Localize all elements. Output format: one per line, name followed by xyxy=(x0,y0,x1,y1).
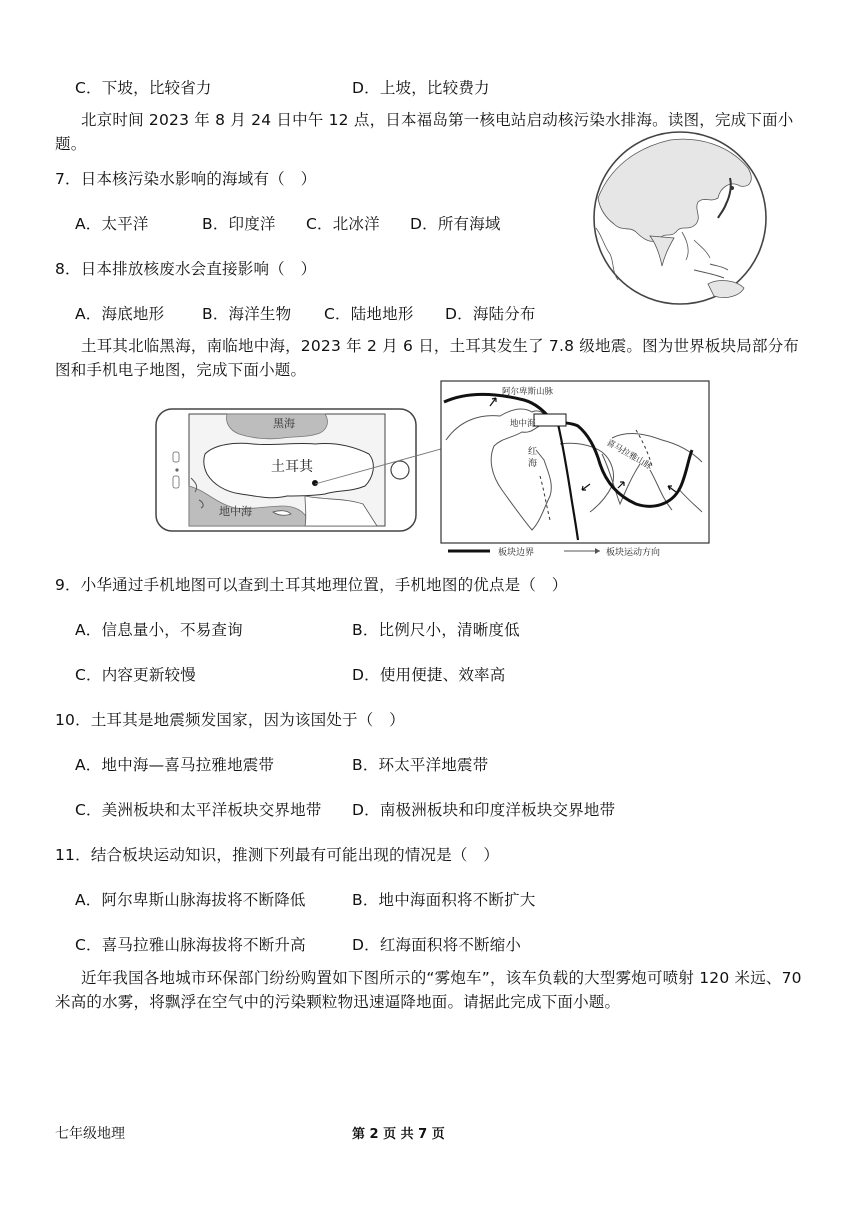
phone-label-black-sea: 黑海 xyxy=(273,417,295,430)
q9-option-b: B．比例尺小，清晰度低 xyxy=(352,621,520,639)
legend-boundary-label: 板块边界 xyxy=(498,548,535,558)
q7-option-c: C．北冰洋 xyxy=(306,215,380,233)
q7-stem: 7．日本核污染水影响的海域有（ ） xyxy=(55,170,317,188)
q10-option-c: C．美洲板块和太平洋板块交界地带 xyxy=(75,801,322,819)
phone-label-mediterranean: 地中海 xyxy=(219,505,252,518)
q8-option-b: B．海洋生物 xyxy=(202,305,292,323)
plate-label-red-1: 红 xyxy=(528,447,538,457)
q8-option-a: A．海底地形 xyxy=(75,305,165,323)
q9-option-d: D．使用便捷、效率高 xyxy=(352,666,506,684)
q9-option-c: C．内容更新较慢 xyxy=(75,666,196,684)
q10-option-d: D．南极洲板块和印度洋板块交界地带 xyxy=(352,801,616,819)
intro-paragraph-fog-cannon: 近年我国各地城市环保部门纷纷购置如下图所示的“雾炮车”，该车负载的大型雾炮可喷射 120 米远、70 米高的水雾，将飘浮在空气中的污染颗粒物迅速逼降地面。请据此完成下面小题。 xyxy=(55,969,802,1011)
q8-stem: 8．日本排放核废水会直接影响（ ） xyxy=(55,260,317,278)
q10-option-a: A．地中海—喜马拉雅地震带 xyxy=(75,756,275,774)
q11-option-a: A．阿尔卑斯山脉海拔将不断降低 xyxy=(75,891,306,909)
intro-paragraph-nuclear: 北京时间 2023 年 8 月 24 日中午 12 点，日本福岛第一核电站启动核污染水排海。读图，完成下面小题。 xyxy=(55,111,794,153)
footer-page-number: 第 2 页 共 7 页 xyxy=(352,1127,445,1142)
q10-stem: 10．土耳其是地震频发国家，因为该国处于（ ） xyxy=(55,711,405,729)
q8-option-c: C．陆地地形 xyxy=(324,305,414,323)
q7-option-b: B．印度洋 xyxy=(202,215,276,233)
q9-stem: 9．小华通过手机地图可以查到土耳其地理位置，手机地图的优点是（ ） xyxy=(55,576,568,594)
plate-label-alps: 阿尔卑斯山脉 xyxy=(502,387,554,397)
q7-option-d: D．所有海域 xyxy=(410,215,501,233)
q11-option-b: B．地中海面积将不断扩大 xyxy=(352,891,536,909)
plate-label-himalaya: 喜马拉雅山脉 xyxy=(604,437,654,473)
plate-label-red-2: 海 xyxy=(528,459,538,469)
footer-subject: 七年级地理 xyxy=(55,1126,125,1142)
q6-option-c: C．下坡，比较省力 xyxy=(75,79,212,97)
q9-option-a: A．信息量小，不易查询 xyxy=(75,621,243,639)
q11-option-d: D．红海面积将不断缩小 xyxy=(352,936,522,954)
q8-option-d: D．海陆分布 xyxy=(445,305,536,323)
q11-option-c: C．喜马拉雅山脉海拔将不断升高 xyxy=(75,936,306,954)
q6-option-d: D．上坡，比较费力 xyxy=(352,79,490,97)
plate-label-mediterranean: 地中海 xyxy=(510,419,536,429)
plate-map-figure xyxy=(440,380,710,558)
q10-option-b: B．环太平洋地震带 xyxy=(352,756,489,774)
phone-label-turkey: 土耳其 xyxy=(271,459,313,475)
q11-stem: 11．结合板块运动知识，推测下列最有可能出现的情况是（ ） xyxy=(55,846,500,864)
q7-option-a: A．太平洋 xyxy=(75,215,149,233)
intro-paragraph-turkey: 土耳其北临黑海，南临地中海，2023 年 2 月 6 日，土耳其发生了 7.8 级地震。图为世界板块局部分布图和手机电子地图，完成下面小题。 xyxy=(55,337,800,379)
globe-map xyxy=(590,128,770,308)
legend-direction-label: 板块运动方向 xyxy=(606,548,661,558)
